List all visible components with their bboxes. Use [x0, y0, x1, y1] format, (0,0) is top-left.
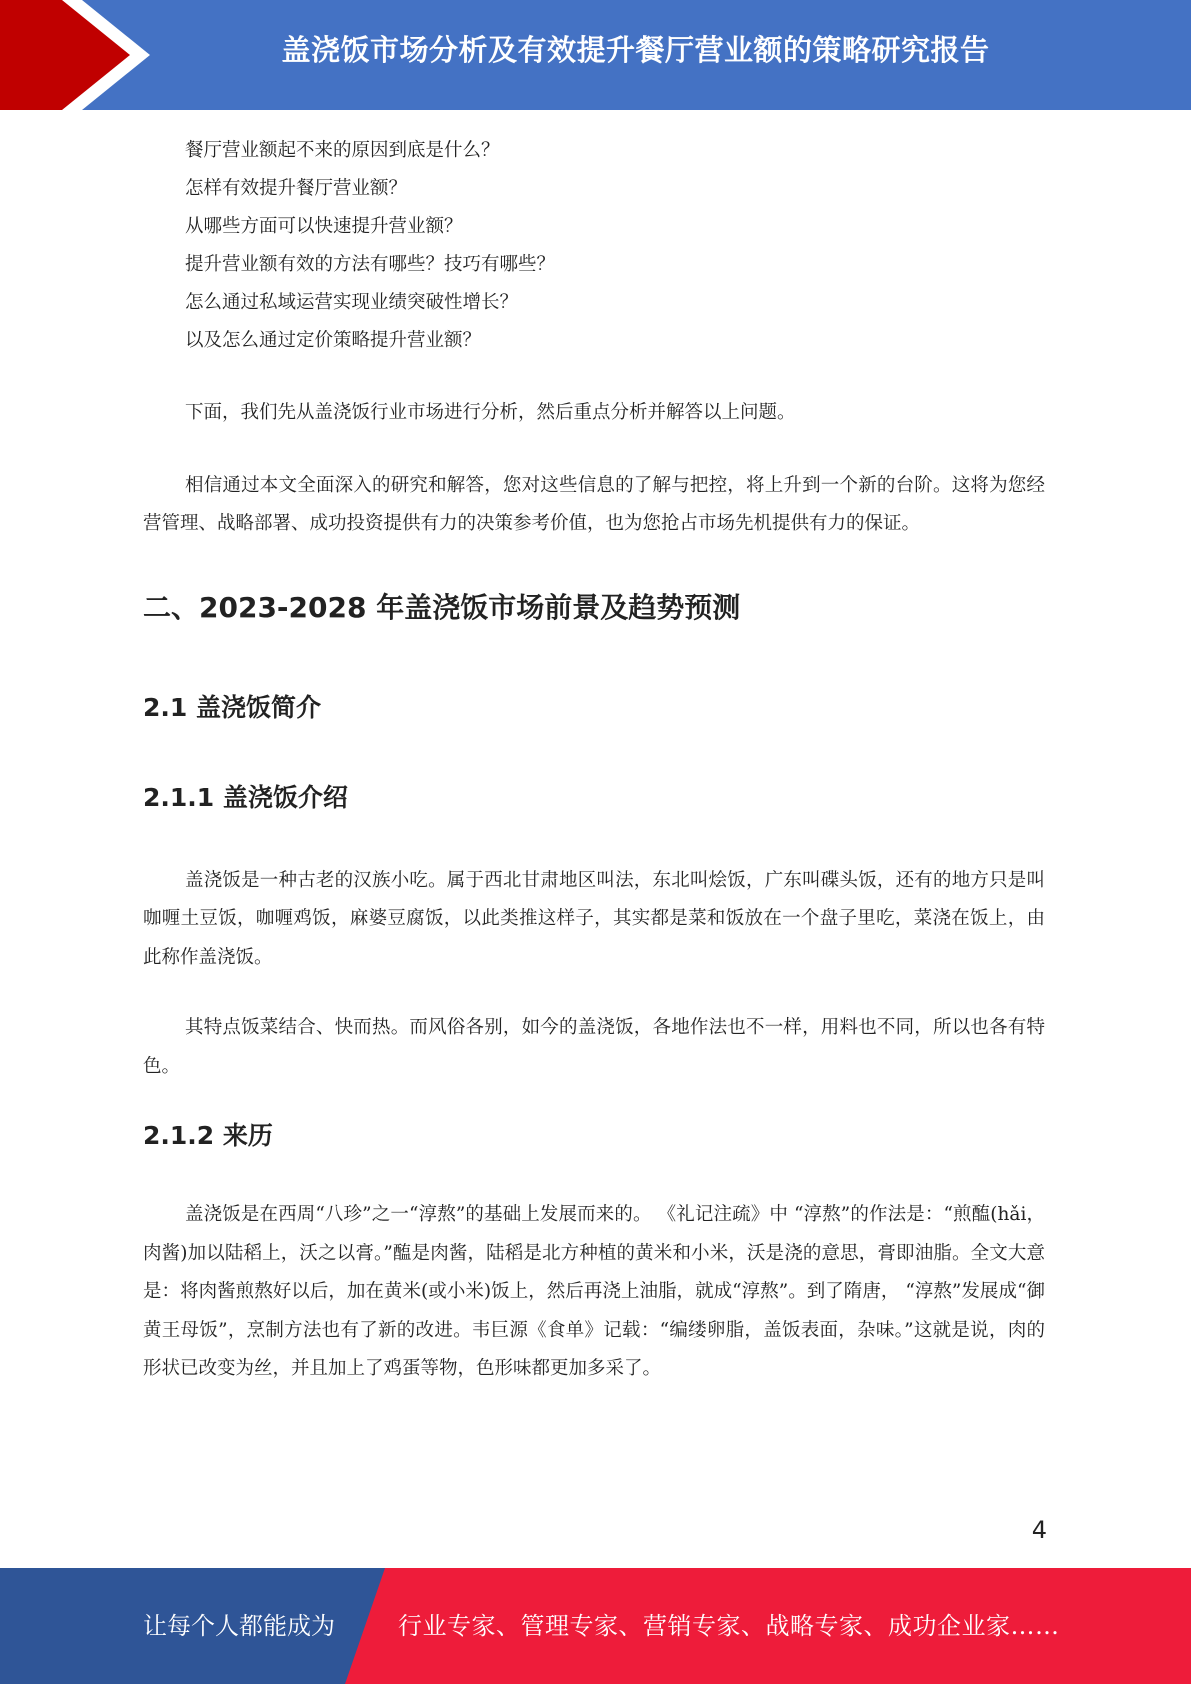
report-title: 盖浇饭市场分析及有效提升餐厅营业额的策略研究报告 [281, 33, 990, 67]
footer-slogan-left: 让每个人都能成为 [143, 1612, 335, 1640]
question-list [143, 132, 1045, 360]
question-item: 提升营业额有效的方法有哪些？技巧有哪些？ [185, 254, 556, 275]
page-number: 4 [1031, 1516, 1047, 1544]
value-paragraph: 相信通过本文全面深入的研究和解答，您对这些信息的了解与把控，将上升到一个新的台阶。这将为您经营管理、战略部署、成功投资提供有力的决策参考价值，也为您抢占市场先机提供有力的保证。 [143, 474, 1045, 534]
question-item: 以及怎么通过定价策略提升营业额？ [185, 330, 482, 351]
question-item: 餐厅营业额起不来的原因到底是什么？ [185, 140, 500, 161]
body-paragraph: 其特点饭菜结合、快而热。而风俗各别，如今的盖浇饭，各地作法也不一样，用料也不同，所以也各有特色。 [143, 1017, 1045, 1077]
history-heading: 2.1.2 来历 [143, 1121, 273, 1150]
body-paragraph: 盖浇饭是一种古老的汉族小吃。属于西北甘肃地区叫法，东北叫烩饭，广东叫碟头饭，还有的地方只是叫咖喱土豆饭，咖喱鸡饭，麻婆豆腐饭，以此类推这样子，其实都是菜和饭放在一个盘子里吃，菜浇在饭上，由此称作盖浇饭。 [143, 869, 1045, 968]
section-heading: 二、2023-2028 年盖浇饭市场前景及趋势预测 [143, 590, 741, 624]
intro-heading: 2.1.1 盖浇饭介绍 [143, 782, 348, 812]
document-body [143, 132, 1045, 1389]
question-item: 怎样有效提升餐厅营业额？ [185, 178, 408, 199]
question-item: 怎么通过私域运营实现业绩突破性增长？ [185, 292, 519, 313]
footer-slogan-right: 行业专家、管理专家、营销专家、战略专家、成功企业家…… [398, 1612, 1060, 1640]
page-header [0, 0, 1191, 110]
question-item: 从哪些方面可以快速提升营业额？ [185, 216, 463, 237]
page-footer [0, 1568, 1191, 1684]
subsection-heading: 2.1 盖浇饭简介 [143, 692, 321, 722]
history-paragraph: 盖浇饭是在西周“八珍”之一“淳熬”的基础上发展而来的。 《礼记注疏》中 “淳熬”的作法是：“煎醢(hǎi，肉酱)加以陆稻上，沃之以膏。”醢是肉酱，陆稻是北方种植的黄米和小米，沃是浇的意思，膏即油脂。全文大意是：将肉酱煎熬好以后，加在黄米(或小米)饭上，然后再浇上油脂，就成“淳熬”。到了隋唐， “淳熬”发展成“御黄王母饭”，烹制方法也有了新的改进。韦巨源《食单》记载：“编缕卵脂，盖饭表面，杂味。”这就是说，肉的形状已改变为丝，并且加上了鸡蛋等物，色形味都更加多采了。 [143, 1204, 1045, 1379]
intro-paragraph: 下面，我们先从盖浇饭行业市场进行分析，然后重点分析并解答以上问题。 [185, 402, 796, 423]
